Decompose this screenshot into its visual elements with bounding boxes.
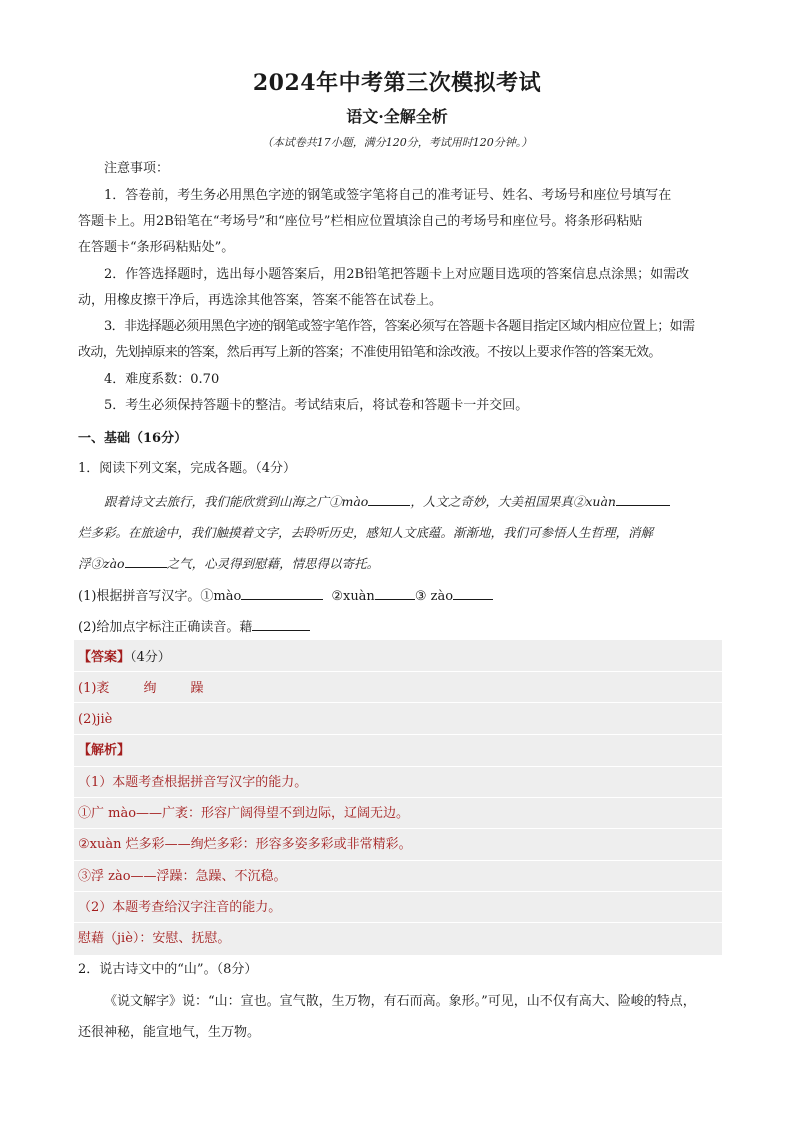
- answer-2: (2)jiè: [78, 712, 113, 727]
- answer-tag: 【答案】: [78, 650, 131, 665]
- notice-p2-line2: 动，用橡皮擦干净后，再选涂其他答案，答案不能答在试卷上。: [78, 293, 443, 308]
- notice-p2-line1: 2．作答选择题时，选出每小题答案后，用2B铅笔把答题卡上对应题目选项的答案信息点涂黑；如需改: [104, 267, 690, 282]
- notice-p3-line2: 改动，先划掉原来的答案，然后再写上新的答案；不准使用铅笔和涂改液。不按以上要求作答的答案无效。: [78, 345, 661, 360]
- blank-1: [368, 493, 410, 506]
- analysis-line-1: （1）本题考查根据拼音写汉字的能力。: [78, 775, 308, 790]
- question-2-stem: 2．说古诗文中的“山”。（8分）: [78, 962, 258, 977]
- analysis-line-2: ①广 mào——广袤：形容广阔得望不到边际，辽阔无边。: [78, 806, 410, 821]
- subquestion-2: [78, 618, 720, 637]
- subquestion-text: ③ zào: [414, 589, 454, 604]
- passage-line-2: 烂多彩。在旅途中，我们触摸着文字，去聆听历史，感知人文底蕴。渐渐地，我们可参悟人生哲理，消解: [78, 525, 654, 540]
- question-2-line-2: 还很神秘，能宣地气，生万物。: [78, 1025, 261, 1040]
- page-subtitle: 语文·全解全析: [346, 107, 448, 126]
- passage-text: 之气，心灵得到慰藉，情思得以寄托。: [166, 556, 380, 571]
- analysis-line-5: （2）本题考查给汉字注音的能力。: [78, 900, 282, 915]
- question-1-stem: 1．阅读下列文案，完成各题。（4分）: [78, 461, 297, 476]
- notice-heading: 注意事项：: [104, 161, 170, 176]
- answer-heading: [78, 649, 720, 667]
- analysis-line-4: ③浮 zào——浮躁：急躁、不沉稳。: [78, 869, 287, 884]
- analysis-line-6: 慰藉（jiè）：安慰、抚慰。: [78, 931, 231, 946]
- answer-char: 躁: [190, 681, 204, 696]
- subquestion-text: ②xuàn: [331, 589, 375, 604]
- subquestion-text: (2)给加点字标注正确读音。藉: [78, 620, 253, 635]
- passage-text: 浮③zào: [78, 556, 125, 571]
- answer-score: （4分）: [130, 650, 171, 665]
- subquestion-1: [78, 587, 720, 606]
- answer-blank: [241, 587, 323, 600]
- answer-char: 袤: [96, 681, 110, 696]
- subquestion-text: (1)根据拼音写汉字。①mào: [78, 589, 242, 604]
- passage-line-1: [104, 493, 720, 511]
- answer-1: [78, 680, 720, 698]
- section-heading: 一、基础（16分）: [78, 431, 188, 446]
- analysis-tag: 【解析】: [78, 743, 131, 758]
- answer-blank: [453, 587, 493, 600]
- answer-char: 绚: [143, 681, 157, 696]
- blank-3: [125, 555, 167, 568]
- answer-blank: [375, 587, 415, 600]
- analysis-line-3: ②xuàn 烂多彩——绚烂多彩：形容多姿多彩或非常精彩。: [78, 837, 412, 852]
- answer-label: (1): [78, 681, 97, 696]
- notice-p1-line2: 答题卡上。用2B铅笔在“考场号”和“座位号”栏相应位置填涂自己的考场号和座位号。将条形码粘贴: [78, 214, 643, 229]
- page-title: 2024年中考第三次模拟考试: [252, 70, 542, 96]
- passage-text: 跟着诗文去旅行，我们能欣赏到山海之广①mào: [104, 494, 369, 509]
- passage-text: ，人文之奇妙，大美祖国果真②xuàn: [410, 494, 616, 509]
- answer-blank: [252, 618, 310, 631]
- question-2-line-1: 《说文解字》说：“山：宣也。宣气散，生万物，有石而高。象形。”可见，山不仅有高大、险峻的特点，: [104, 994, 696, 1009]
- blank-2: [616, 493, 670, 506]
- notice-p1-line1: 1．答卷前，考生务必用黑色字迹的钢笔或签字笔将自己的准考证号、姓名、考场号和座位号填写在: [104, 188, 672, 203]
- exam-meta: （本试卷共17小题，满分120分，考试用时120分钟。）: [261, 136, 533, 149]
- passage-line-3: [78, 555, 720, 573]
- notice-p5: 5．考生必须保持答题卡的整洁。考试结束后，将试卷和答题卡一并交回。: [104, 398, 529, 413]
- notice-p4: 4．难度系数：0.70: [104, 372, 220, 387]
- notice-p1-line3: 在答题卡“条形码粘贴处”。: [78, 240, 235, 255]
- notice-p3-line1: 3．非选择题必须用黑色字迹的钢笔或签字笔作答，答案必须写在答题卡各题目指定区域内相应位置上；如需: [104, 319, 695, 334]
